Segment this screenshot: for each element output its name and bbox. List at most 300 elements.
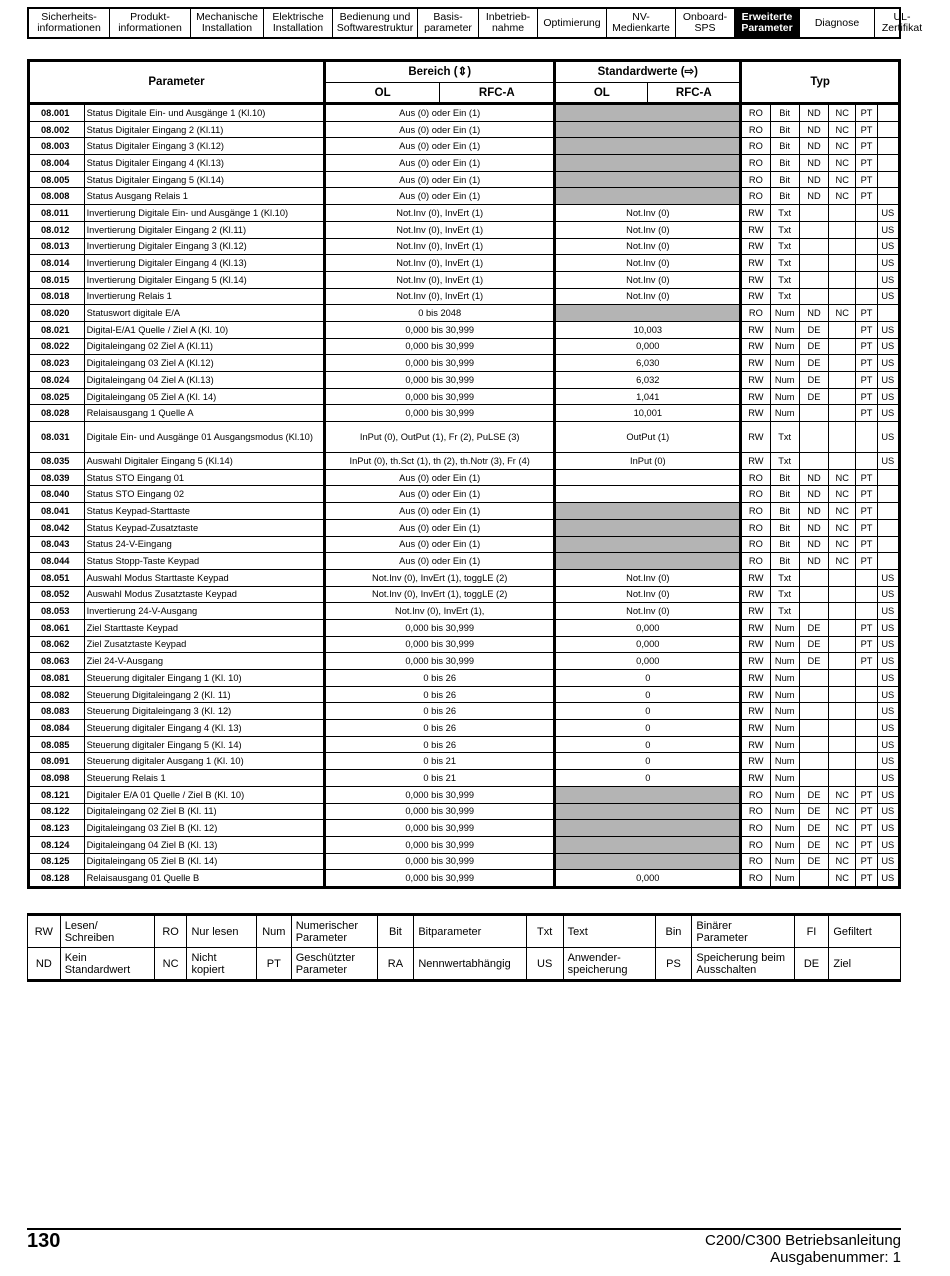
type-flag: Txt [770,569,799,586]
type-flag: NC [829,836,856,853]
legend-meaning: Nur lesen [187,915,257,948]
type-flag [829,569,856,586]
type-flag [829,670,856,687]
type-flag [829,238,856,255]
type-flag [877,486,899,503]
type-flag: PT [856,321,877,338]
type-flag: RO [741,121,770,138]
type-flag: US [877,372,899,389]
type-flag: DE [799,653,828,670]
type-flag: Bit [770,503,799,520]
type-flag: US [877,803,899,820]
tab-6[interactable]: Inbetrieb- nahme [479,9,538,37]
parameter-range: 0 bis 26 [325,703,555,720]
parameter-default: 6,032 [555,372,741,389]
parameter-id: 08.128 [29,870,85,888]
parameter-id: 08.004 [29,155,85,172]
type-flag: US [877,586,899,603]
type-flag: PT [856,836,877,853]
header-parameter: Parameter [29,61,325,104]
type-flag [799,720,828,737]
type-flag: DE [799,803,828,820]
parameter-default [555,853,741,870]
type-flag: Txt [770,586,799,603]
parameter-name: Digitaleingang 05 Ziel B (Kl. 14) [84,853,324,870]
parameter-name: Digitaleingang 04 Ziel B (Kl. 13) [84,836,324,853]
type-flag: PT [856,372,877,389]
type-flag: US [877,670,899,687]
type-flag: RW [741,636,770,653]
table-row [29,853,900,870]
parameter-id: 08.003 [29,138,85,155]
type-flag [799,686,828,703]
parameter-range: 0,000 bis 30,999 [325,405,555,422]
table-row [29,453,900,470]
parameter-range: Aus (0) oder Ein (1) [325,121,555,138]
table-row [29,188,900,205]
type-flag [799,670,828,687]
type-flag: RW [741,238,770,255]
type-flag: PT [856,870,877,888]
parameter-default: 0 [555,670,741,687]
type-flag: RW [741,703,770,720]
parameter-default [555,104,741,122]
legend-abbrev: RO [154,915,187,948]
type-flag: Num [770,803,799,820]
type-flag: RO [741,803,770,820]
type-flag: Num [770,619,799,636]
parameter-name: Invertierung Digitaler Eingang 4 (Kl.13) [84,255,324,272]
legend-abbrev: Bin [655,915,692,948]
parameter-id: 08.044 [29,553,85,570]
type-flag: RO [741,305,770,322]
parameter-default [555,188,741,205]
legend-abbrev: Bit [377,915,414,948]
type-flag [799,753,828,770]
parameter-name: Ziel Zusatztaste Keypad [84,636,324,653]
tab-0[interactable]: Sicherheits- informationen [29,9,110,37]
chapter-tab-bar [27,7,923,39]
table-row [29,870,900,888]
type-flag: Bit [770,121,799,138]
parameter-default: 0 [555,770,741,787]
type-flag: US [877,653,899,670]
table-row [29,372,900,389]
parameter-range: 0,000 bis 30,999 [325,355,555,372]
parameter-name: Digitale Ein- und Ausgänge 01 Ausgangsmodus (Kl.10) [84,422,324,453]
parameter-id: 08.091 [29,753,85,770]
parameter-name: Steuerung digitaler Eingang 5 (Kl. 14) [84,736,324,753]
parameter-default: Not.Inv (0) [555,255,741,272]
type-flag [856,271,877,288]
parameter-range: Aus (0) oder Ein (1) [325,486,555,503]
type-flag: RW [741,753,770,770]
type-flag: NC [829,536,856,553]
type-flag [829,422,856,453]
type-flag: NC [829,870,856,888]
type-flag [829,221,856,238]
parameter-id: 08.005 [29,171,85,188]
tab-1[interactable]: Produkt- informationen [110,9,191,37]
type-flag: Bit [770,188,799,205]
header-range-ol: OL [325,83,440,104]
parameter-name: Status Keypad-Starttaste [84,503,324,520]
type-flag [829,321,856,338]
parameter-id: 08.028 [29,405,85,422]
type-flag: RO [741,469,770,486]
type-flag: RW [741,720,770,737]
type-flag: RW [741,603,770,620]
parameter-default: Not.Inv (0) [555,603,741,620]
parameter-name: Auswahl Modus Starttaste Keypad [84,569,324,586]
type-flag: Num [770,703,799,720]
parameter-default [555,138,741,155]
type-flag: Num [770,720,799,737]
legend-meaning: Binärer Parameter [692,915,794,948]
type-flag [877,155,899,172]
parameter-id: 08.062 [29,636,85,653]
type-flag [799,255,828,272]
parameter-name: Digitaleingang 03 Ziel A (Kl.12) [84,355,324,372]
parameter-default [555,486,741,503]
type-flag: Txt [770,453,799,470]
parameter-id: 08.042 [29,519,85,536]
parameter-range: InPut (0), th.Sct (1), th (2), th.Notr (3), Fr (4) [325,453,555,470]
parameter-name: Status Stopp-Taste Keypad [84,553,324,570]
table-row [29,753,900,770]
parameter-range: 0,000 bis 30,999 [325,619,555,636]
type-flag [829,338,856,355]
table-row [29,205,900,222]
parameter-range: Not.Inv (0), InvErt (1), [325,603,555,620]
type-flag: NC [829,121,856,138]
type-flag: US [877,288,899,305]
legend-meaning: Text [563,915,655,948]
parameter-id: 08.002 [29,121,85,138]
header-range: Bereich (⇕) [325,61,555,83]
header-default: Standardwerte (⇨) [555,61,741,83]
type-flag [856,288,877,305]
table-row [29,836,900,853]
parameter-default: 0 [555,753,741,770]
parameter-default: 0,000 [555,619,741,636]
type-flag: DE [799,786,828,803]
type-flag: NC [829,469,856,486]
parameter-name: Steuerung digitaler Ausgang 1 (Kl. 10) [84,753,324,770]
type-flag: Bit [770,155,799,172]
parameter-id: 08.061 [29,619,85,636]
type-flag: Txt [770,221,799,238]
table-row [29,653,900,670]
type-flag [799,603,828,620]
legend-meaning: Speicherung beim Ausschalten [692,948,794,981]
type-flag: RO [741,503,770,520]
type-flag: US [877,405,899,422]
type-flag: PT [856,519,877,536]
type-flag: Bit [770,519,799,536]
type-flag [799,271,828,288]
parameter-id: 08.051 [29,569,85,586]
type-flag: ND [799,305,828,322]
parameter-default: Not.Inv (0) [555,586,741,603]
table-row [29,469,900,486]
legend-abbrev: PS [655,948,692,981]
parameter-name: Auswahl Digitaler Eingang 5 (Kl.14) [84,453,324,470]
parameter-name: Invertierung Digitaler Eingang 2 (Kl.11) [84,221,324,238]
tab-2[interactable]: Mechanische Installation [191,9,264,37]
table-row [29,405,900,422]
type-flag: RO [741,519,770,536]
legend-meaning: Gefiltert [829,915,901,948]
table-row [29,338,900,355]
type-flag [799,405,828,422]
type-flag: RW [741,321,770,338]
type-flag [829,686,856,703]
type-flag: RW [741,405,770,422]
type-flag: RW [741,372,770,389]
parameter-range: Not.Inv (0), InvErt (1) [325,271,555,288]
type-flag [856,586,877,603]
parameter-default: Not.Inv (0) [555,271,741,288]
type-flag: Num [770,836,799,853]
tab-5[interactable]: Basis- parameter [418,9,479,37]
footer-rule [27,1228,901,1230]
legend-abbrev: RW [28,915,61,948]
tab-12[interactable]: UL- Zertifikat [881,11,923,34]
type-flag: ND [799,553,828,570]
type-flag: US [877,388,899,405]
type-flag: PT [856,171,877,188]
table-row [29,255,900,272]
type-flag: US [877,619,899,636]
type-flag [856,703,877,720]
type-flag: Txt [770,603,799,620]
parameter-id: 08.018 [29,288,85,305]
type-flag: PT [856,803,877,820]
type-flag [829,636,856,653]
type-flag: NC [829,553,856,570]
tab-11[interactable]: Diagnose [800,9,875,37]
type-flag: DE [799,836,828,853]
parameter-default: Not.Inv (0) [555,221,741,238]
table-row [29,803,900,820]
type-flag: Num [770,686,799,703]
parameter-id: 08.043 [29,536,85,553]
type-flag: PT [856,503,877,520]
table-row [29,536,900,553]
type-flag: DE [799,388,828,405]
type-flag: RO [741,138,770,155]
parameter-range: Not.Inv (0), InvErt (1), toggLE (2) [325,586,555,603]
type-flag: Num [770,753,799,770]
type-flag: Txt [770,255,799,272]
type-flag [829,753,856,770]
type-flag: Txt [770,271,799,288]
table-row [29,355,900,372]
parameter-range: Not.Inv (0), InvErt (1) [325,221,555,238]
parameter-range: Aus (0) oder Ein (1) [325,188,555,205]
parameter-default: Not.Inv (0) [555,238,741,255]
parameter-range: 0 bis 26 [325,670,555,687]
type-flag: US [877,870,899,888]
legend-abbrev: PT [256,948,291,981]
type-flag: RW [741,586,770,603]
type-flag: Num [770,786,799,803]
type-flag [856,205,877,222]
type-legend [27,913,901,982]
table-row [29,271,900,288]
type-flag: PT [856,653,877,670]
parameter-name: Steuerung Digitaleingang 2 (Kl. 11) [84,686,324,703]
legend-abbrev: RA [377,948,414,981]
type-flag: NC [829,853,856,870]
parameter-default: 0 [555,686,741,703]
parameter-default: 0,000 [555,870,741,888]
parameter-range: 0 bis 26 [325,736,555,753]
legend-abbrev: US [526,948,563,981]
type-flag: ND [799,486,828,503]
legend-meaning: Nicht kopiert [187,948,257,981]
type-flag: US [877,238,899,255]
parameter-range: 0,000 bis 30,999 [325,853,555,870]
table-row [29,736,900,753]
parameter-range: 0,000 bis 30,999 [325,870,555,888]
type-flag [829,271,856,288]
table-row [29,519,900,536]
table-row [29,553,900,570]
type-flag [856,422,877,453]
type-flag: DE [799,372,828,389]
type-flag: ND [799,188,828,205]
type-flag: US [877,603,899,620]
parameter-default [555,155,741,172]
parameter-range: 0,000 bis 30,999 [325,836,555,853]
type-flag [877,469,899,486]
type-flag: US [877,205,899,222]
parameter-name: Status Digitaler Eingang 3 (Kl.12) [84,138,324,155]
type-flag [829,720,856,737]
type-flag: NC [829,519,856,536]
table-row [29,221,900,238]
type-flag [799,569,828,586]
type-flag: PT [856,405,877,422]
type-flag [829,653,856,670]
parameter-name: Relaisausgang 01 Quelle B [84,870,324,888]
type-flag: PT [856,619,877,636]
parameter-default [555,536,741,553]
table-row [29,619,900,636]
parameter-id: 08.085 [29,736,85,753]
type-flag: US [877,753,899,770]
parameter-range: Not.Inv (0), InvErt (1), toggLE (2) [325,569,555,586]
type-flag [877,188,899,205]
parameter-id: 08.063 [29,653,85,670]
tab-4[interactable]: Bedienung und Softwarestruktur [333,9,418,37]
parameter-default [555,305,741,322]
type-flag: NC [829,155,856,172]
tab-9[interactable]: Onboard- SPS [676,9,735,37]
type-flag: NC [829,138,856,155]
legend-meaning: Numerischer Parameter [291,915,377,948]
type-flag: US [877,453,899,470]
type-flag: NC [829,171,856,188]
parameter-range: Aus (0) oder Ein (1) [325,536,555,553]
type-flag [799,288,828,305]
type-flag: Num [770,636,799,653]
table-row [29,820,900,837]
parameter-id: 08.024 [29,372,85,389]
type-flag [877,503,899,520]
type-flag [799,453,828,470]
parameter-range: InPut (0), OutPut (1), Fr (2), PuLSE (3) [325,422,555,453]
parameter-name: Digitaleingang 05 Ziel A (Kl. 14) [84,388,324,405]
parameter-default [555,836,741,853]
type-flag: NC [829,104,856,122]
tab-3[interactable]: Elektrische Installation [264,9,333,37]
parameter-name: Digitaleingang 03 Ziel B (Kl. 12) [84,820,324,837]
table-row [29,321,900,338]
table-row [29,388,900,405]
table-row [29,720,900,737]
type-flag: PT [856,188,877,205]
type-flag: RW [741,770,770,787]
type-flag: RW [741,686,770,703]
parameter-range: 0 bis 21 [325,753,555,770]
parameter-id: 08.039 [29,469,85,486]
type-flag: PT [856,486,877,503]
type-flag [856,736,877,753]
type-flag: RO [741,820,770,837]
parameter-id: 08.020 [29,305,85,322]
legend-abbrev: Txt [526,915,563,948]
type-flag: DE [799,619,828,636]
table-row [29,138,900,155]
parameter-default: 0 [555,720,741,737]
type-flag [877,121,899,138]
parameter-default: 10,003 [555,321,741,338]
type-flag: NC [829,486,856,503]
parameter-default [555,786,741,803]
type-flag [799,205,828,222]
type-flag: Txt [770,205,799,222]
tab-8[interactable]: NV- Medienkarte [607,9,676,37]
parameter-id: 08.031 [29,422,85,453]
type-flag: Num [770,338,799,355]
type-flag: NC [829,188,856,205]
parameter-default: 0 [555,736,741,753]
tab-10[interactable]: Erweiterte Parameter [735,9,800,37]
parameter-range: 0,000 bis 30,999 [325,820,555,837]
type-flag [829,703,856,720]
type-flag: Num [770,321,799,338]
legend-row [28,915,901,948]
type-flag: PT [856,121,877,138]
type-flag [856,670,877,687]
parameter-id: 08.022 [29,338,85,355]
tab-7[interactable]: Optimierung [538,9,607,37]
table-row [29,305,900,322]
type-flag: RO [741,171,770,188]
parameter-id: 08.008 [29,188,85,205]
parameter-id: 08.035 [29,453,85,470]
parameter-id: 08.041 [29,503,85,520]
type-flag: RW [741,653,770,670]
type-flag [877,536,899,553]
parameter-range: Not.Inv (0), InvErt (1) [325,205,555,222]
parameter-name: Status 24-V-Eingang [84,536,324,553]
type-flag: RW [741,255,770,272]
type-flag [829,372,856,389]
